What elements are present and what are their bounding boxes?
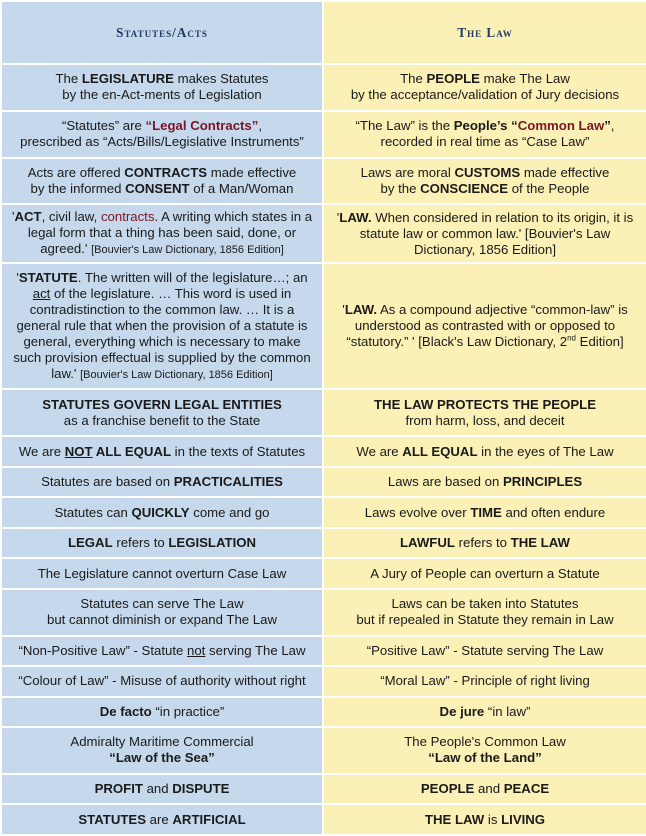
cell-act-definition: 'ACT, civil law, contracts. A writing which states in a legal form that a thing has been said, done, or agreed.' [Bouvier's Law Dictionary, 1856 Edition] [1, 204, 323, 263]
cell-law-protects: THE LAW PROTECTS THE PEOPLE from harm, loss, and deceit [323, 389, 646, 436]
cell-statutes-serve: Statutes can serve The Law but cannot diminish or expand The Law [1, 589, 323, 636]
table-row [1, 636, 646, 667]
table-row [1, 697, 646, 728]
table-row [1, 467, 646, 498]
cell-lawful-the-law: LAWFUL refers to THE LAW [323, 528, 646, 559]
cell-time: Laws evolve over TIME and often endure [323, 497, 646, 528]
table-row [1, 263, 646, 389]
table-row [1, 727, 646, 774]
cell-jury-overturn: A Jury of People can overturn a Statute [323, 558, 646, 589]
cell-statute-definition: 'STATUTE. The written will of the legislature…; an act of the legislature. … This word is used in contradistinction to the common law. … It is a general rule that when the provision of a statute is general, everything which is necessary to make such provision effectual is supplied by the common law.' [Bouvier's Law Dictionary, 1856 Edition] [1, 263, 323, 389]
table-row [1, 528, 646, 559]
cell-moral-law: “Moral Law” - Principle of right living [323, 666, 646, 697]
cell-legislature-makes-statutes: The LEGISLATURE makes Statutes by the en-Act-ments of Legislation [1, 64, 323, 111]
cell-law-of-the-sea: Admiralty Maritime Commercial “Law of the Sea” [1, 727, 323, 774]
cell-statutes-govern: STATUTES GOVERN LEGAL ENTITIES as a franchise benefit to the State [1, 389, 323, 436]
table-row [1, 204, 646, 263]
cell-law-of-the-land: The People's Common Law “Law of the Land” [323, 727, 646, 774]
cell-law-origin-definition: 'LAW. When considered in relation to its origin, it is statute law or common law.' [Bouvier's Law Dictionary, 1856 Edition] [323, 204, 646, 263]
cell-laws-into-statutes: Laws can be taken into Statutes but if repealed in Statute they remain in Law [323, 589, 646, 636]
table-row [1, 804, 646, 835]
table-row [1, 774, 646, 805]
cell-law-common-law-definition: 'LAW. As a compound adjective “common-law” is understood as contrasted with or opposed to “statutory.” ' [Black's Law Dictionary, 2nd Edition] [323, 263, 646, 389]
table-row [1, 589, 646, 636]
cell-not-all-equal: We are NOT ALL EQUAL in the texts of Statutes [1, 436, 323, 467]
cell-common-law: “The Law” is the People’s “Common Law”, recorded in real time as “Case Law” [323, 111, 646, 158]
cell-positive-law: “Positive Law” - Statute serving The Law [323, 636, 646, 667]
cell-non-positive-law: “Non-Positive Law” - Statute not serving The Law [1, 636, 323, 667]
table-row [1, 436, 646, 467]
table-row [1, 64, 646, 111]
cell-legal-legislation: LEGAL refers to LEGISLATION [1, 528, 323, 559]
cell-all-equal: We are ALL EQUAL in the eyes of The Law [323, 436, 646, 467]
cell-people-make-law: The PEOPLE make The Law by the acceptance/validation of Jury decisions [323, 64, 646, 111]
cell-law-living: THE LAW is LIVING [323, 804, 646, 835]
cell-de-facto: De facto “in practice” [1, 697, 323, 728]
table-row [1, 497, 646, 528]
cell-colour-of-law: “Colour of Law” - Misuse of authority without right [1, 666, 323, 697]
table-row [1, 558, 646, 589]
cell-principles: Laws are based on PRINCIPLES [323, 467, 646, 498]
cell-contracts-consent: Acts are offered CONTRACTS made effective by the informed CONSENT of a Man/Woman [1, 158, 323, 205]
cell-people-peace: PEOPLE and PEACE [323, 774, 646, 805]
cell-quickly: Statutes can QUICKLY come and go [1, 497, 323, 528]
table-row [1, 389, 646, 436]
cell-practicalities: Statutes are based on PRACTICALITIES [1, 467, 323, 498]
cell-legal-contracts: “Statutes” are “Legal Contracts”, prescribed as “Acts/Bills/Legislative Instruments” [1, 111, 323, 158]
cell-de-jure: De jure “in law” [323, 697, 646, 728]
header-row [1, 1, 646, 64]
table-row [1, 666, 646, 697]
header-statutes-acts: Statutes/Acts [1, 1, 323, 64]
cell-profit-dispute: PROFIT and DISPUTE [1, 774, 323, 805]
cell-statutes-artificial: STATUTES are ARTIFICIAL [1, 804, 323, 835]
table-row [1, 158, 646, 205]
table-row [1, 111, 646, 158]
cell-cannot-overturn: The Legislature cannot overturn Case Law [1, 558, 323, 589]
cell-customs-conscience: Laws are moral CUSTOMS made effective by the CONSCIENCE of the People [323, 158, 646, 205]
header-the-law: The Law [323, 1, 646, 64]
